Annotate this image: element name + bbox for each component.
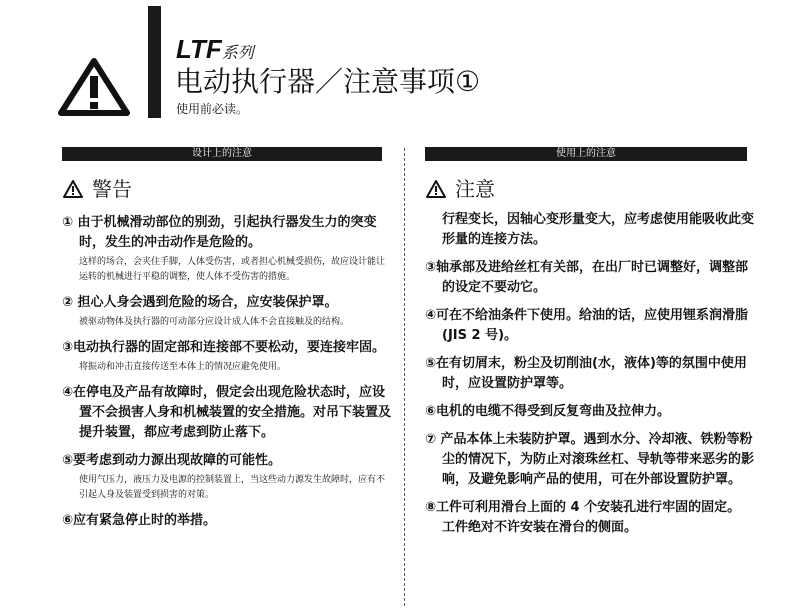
item-main-text: ③电动执行器的固定部和连接部不要松动，要连接牢固。 xyxy=(62,340,386,355)
item-main-text: ④可在不给油条件下使用。给油的话，应使用锂系润滑脂(JIS 2 号)。 xyxy=(425,308,749,343)
usage-notes-list xyxy=(425,210,755,546)
item-main-text: ⑤在有切屑末，粉尘及切削油(水，液体)等的氛围中使用时，应设置防护罩等。 xyxy=(425,356,747,391)
design-notes-list xyxy=(62,213,392,539)
warning-heading xyxy=(62,177,132,201)
intro-text: 行程变长，因轴心变形量变大，应考虑使用能吸收此变形量的连接方法。 xyxy=(442,212,755,247)
warning-heading-text: 警告 xyxy=(92,177,132,201)
warning-small-icon xyxy=(62,179,84,199)
item-main-text: ③轴承部及进给丝杠有关部，在出厂时已调整好，调整部的设定不要动它。 xyxy=(425,260,749,295)
item-note-text: 被驱动物体及执行器的可动部分应设计成人体不会直接触及的结构。 xyxy=(79,317,350,327)
list-item xyxy=(425,498,755,538)
caution-small-icon xyxy=(425,179,447,199)
list-item xyxy=(62,383,392,443)
series-suffix: 系列 xyxy=(221,43,254,62)
series-code: LTF xyxy=(176,34,222,64)
header-accent-bar xyxy=(148,6,161,118)
column-divider xyxy=(404,148,405,606)
caution-heading-text: 注意 xyxy=(455,177,495,201)
list-item xyxy=(62,293,392,330)
list-item xyxy=(62,338,392,375)
list-item xyxy=(425,354,755,394)
warning-triangle-icon xyxy=(58,58,130,116)
list-item xyxy=(62,213,392,285)
caution-heading xyxy=(425,177,495,201)
list-item xyxy=(425,210,755,250)
item-note-text: 这样的场合，会夹住手脚，人体受伤害，或者担心机械受损伤，故应设计能让运转的机械进行平稳的调整，使人体不受伤害的措施。 xyxy=(79,257,386,282)
section-header-design: 设计上的注意 xyxy=(62,147,382,161)
list-item xyxy=(62,451,392,503)
item-note-text: 使用气压力，液压力及电源的控制装置上，当这些动力源发生故障时，应有不引起人身及装置受到损害的对策。 xyxy=(79,475,386,500)
list-item xyxy=(62,511,392,531)
page-subtitle: 使用前必读。 xyxy=(176,102,249,116)
item-main-text: ⑧工件可利用滑台上面的 4 个安装孔进行牢固的固定。 xyxy=(425,500,741,515)
final-note-text: 工件绝对不许安装在滑台的侧面。 xyxy=(442,520,638,535)
item-main-text: ① 由于机械滑动部位的别劲，引起执行器发生力的突变时，发生的冲击动作是危险的。 xyxy=(62,215,377,250)
item-main-text: ⑦ 产品本体上未装防护罩。遇到水分、冷却液、铁粉等粉尘的情况下，为防止对滚珠丝杠、导轨等带来恶劣的影响，及避免影响产品的使用，可在外部设置防护罩。 xyxy=(425,432,755,487)
list-item xyxy=(425,306,755,346)
series-label xyxy=(176,36,254,66)
item-main-text: ⑥应有紧急停止时的举措。 xyxy=(62,513,217,528)
item-main-text: ② 担心人身会遇到危险的场合，应安装保护罩。 xyxy=(62,295,338,310)
list-item xyxy=(425,402,755,422)
list-item xyxy=(425,430,755,490)
list-item xyxy=(425,258,755,298)
item-main-text: ④在停电及产品有故障时，假定会出现危险状态时，应设置不会损害人身和机械装置的安全措施。对吊下装置及提升装置，都应考虑到防止落下。 xyxy=(62,385,392,440)
item-main-text: ⑥电机的电缆不得受到反复弯曲及拉伸力。 xyxy=(425,404,671,419)
item-note-text: 将振动和冲击直接传送至本体上的情况应避免使用。 xyxy=(79,362,287,372)
page-title: 电动执行器／注意事项① xyxy=(175,65,481,98)
item-main-text: ⑤要考虑到动力源出现故障的可能性。 xyxy=(62,453,282,468)
section-header-usage: 使用上的注意 xyxy=(425,147,747,161)
